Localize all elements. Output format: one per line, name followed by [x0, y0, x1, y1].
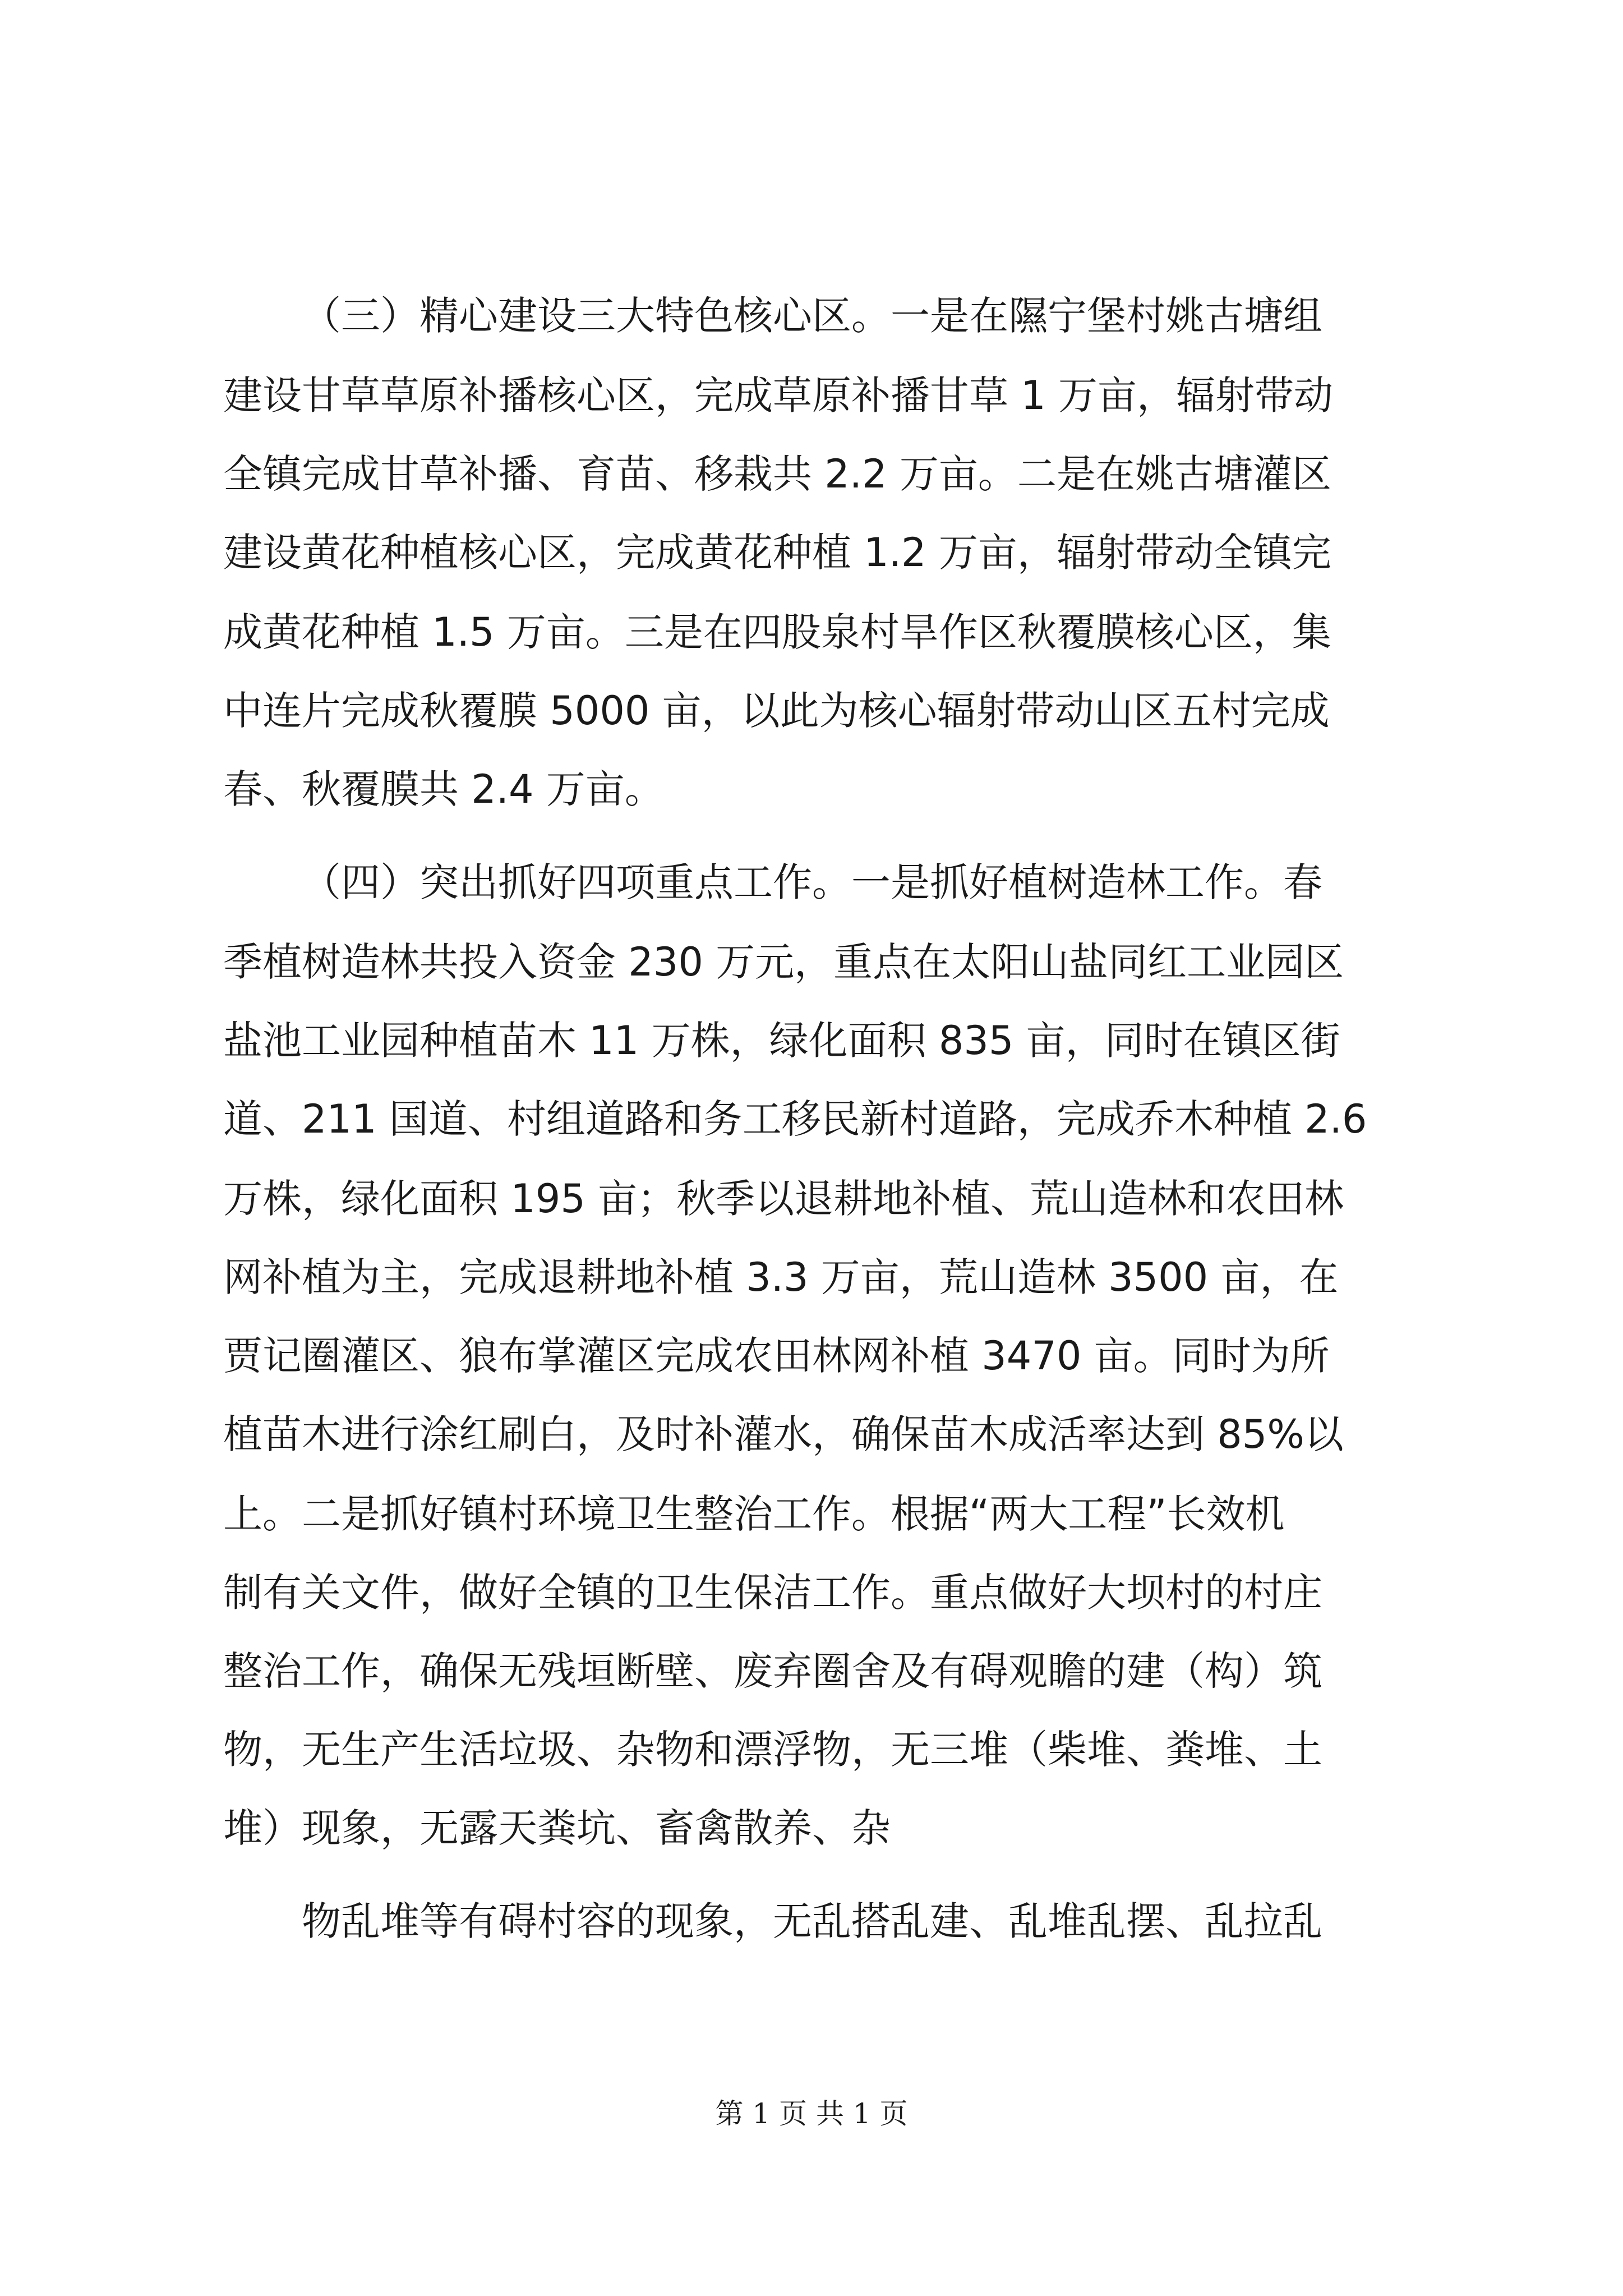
text-line: 万株，绿化面积 195 亩；秋季以退耕地补植、荒山造林和农田林: [223, 1176, 1344, 1222]
text-line: 全镇完成甘草补播、育苗、移栽共 2.2 万亩。二是在姚古塘灌区: [223, 451, 1331, 497]
page-footer: 第 1 页 共 1 页: [715, 2097, 908, 2130]
text-line: 制有关文件，做好全镇的卫生保洁工作。重点做好大坝村的村庄: [223, 1570, 1322, 1616]
text-line: 物，无生产生活垃圾、杂物和漂浮物，无三堆（柴堆、粪堆、土: [223, 1727, 1322, 1773]
text-line: （三）精心建设三大特色核心区。一是在隰宁堡村姚古塘组: [302, 293, 1322, 339]
text-line: 中连片完成秋覆膜 5000 亩，以此为核心辐射带动山区五村完成: [223, 688, 1330, 734]
text-line: 上。二是抓好镇村环境卫生整治工作。根据“两大工程”长效机: [223, 1491, 1285, 1537]
text-line: 春、秋覆膜共 2.4 万亩。: [223, 766, 664, 812]
text-line: 植苗木进行涂红刷白，及时补灌水，确保苗木成活率达到 85%以: [223, 1411, 1344, 1457]
text-line: （四）突出抓好四项重点工作。一是抓好植树造林工作。春: [302, 859, 1322, 905]
text-line: 季植树造林共投入资金 230 万元，重点在太阳山盐同红工业园区: [223, 939, 1344, 985]
text-line: 道、211 国道、村组道路和务工移民新村道路，完成乔木种植 2.6: [223, 1096, 1367, 1142]
text-line: 网补植为主，完成退耕地补植 3.3 万亩，荒山造林 3500 亩，在: [223, 1254, 1339, 1300]
text-line: 盐池工业园种植苗木 11 万株，绿化面积 835 亩，同时在镇区街: [223, 1018, 1340, 1064]
text-line: 成黄花种植 1.5 万亩。三是在四股泉村旱作区秋覆膜核心区，集: [223, 609, 1331, 655]
text-line: 堆）现象，无露天粪坑、畜禽散养、杂: [223, 1805, 891, 1851]
text-line: 贾记圈灌区、狼布掌灌区完成农田林网补植 3470 亩。同时为所: [223, 1333, 1330, 1379]
text-line: 物乱堆等有碍村容的现象，无乱搭乱建、乱堆乱摆、乱拉乱: [302, 1898, 1322, 1944]
text-line: 建设甘草草原补播核心区，完成草原补播甘草 1 万亩，辐射带动: [223, 372, 1334, 418]
text-line: 整治工作，确保无残垣断壁、废弃圈舍及有碍观瞻的建（构）筑: [223, 1648, 1322, 1694]
text-line: 建设黄花种植核心区，完成黄花种植 1.2 万亩，辐射带动全镇完: [223, 530, 1331, 576]
